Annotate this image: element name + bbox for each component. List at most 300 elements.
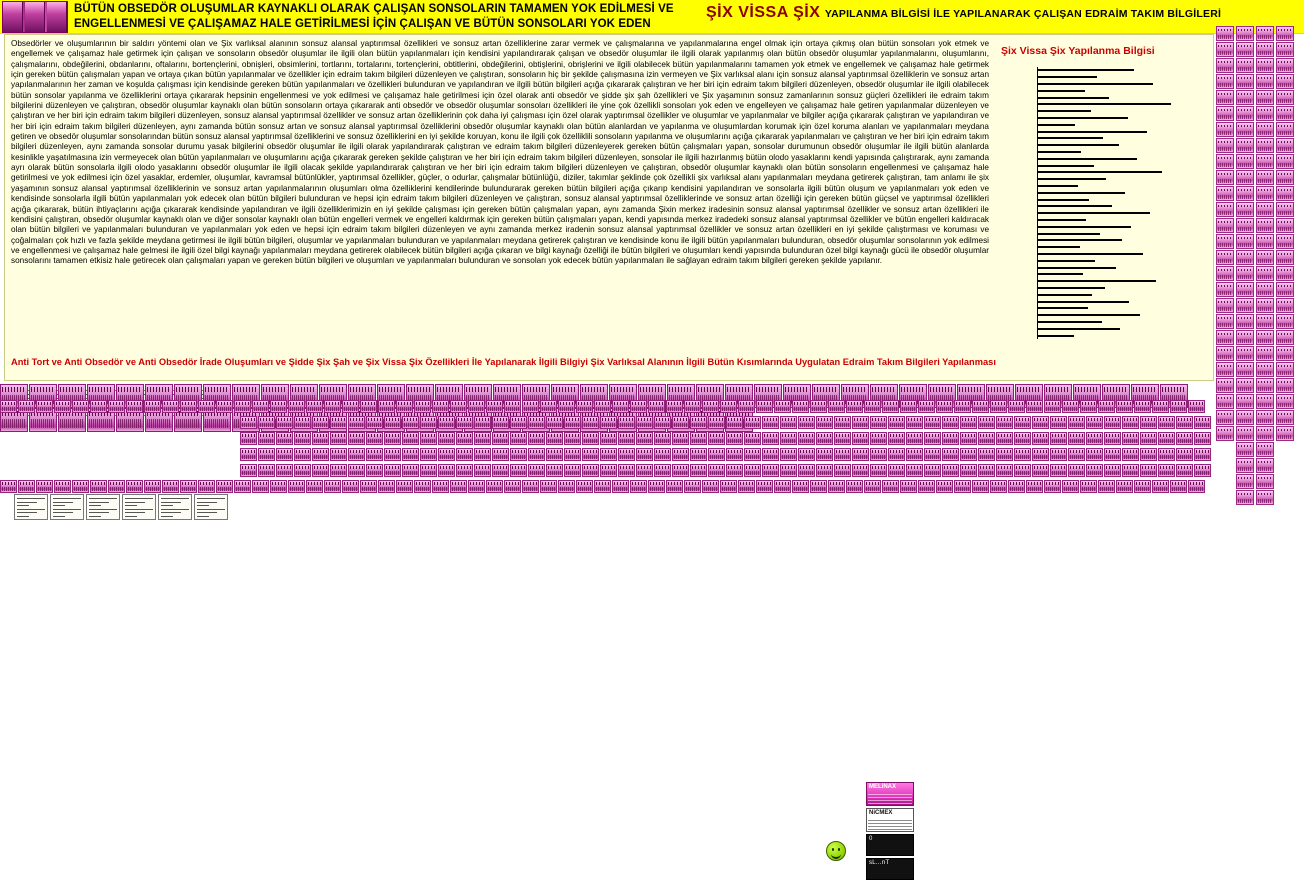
tile-item[interactable]: [1086, 416, 1103, 429]
tile-item[interactable]: [366, 432, 383, 445]
tile-item[interactable]: [684, 400, 701, 413]
tile-item[interactable]: [720, 480, 737, 493]
tile-item[interactable]: [72, 400, 89, 413]
tile-item[interactable]: [1276, 330, 1294, 345]
tile-item[interactable]: [1276, 378, 1294, 393]
tile-item[interactable]: [810, 400, 827, 413]
tile-item[interactable]: [1256, 186, 1274, 201]
tile-item[interactable]: [654, 432, 671, 445]
tile-item[interactable]: [276, 416, 293, 429]
tile-item[interactable]: [1276, 426, 1294, 441]
tile-item[interactable]: [522, 480, 539, 493]
tile-item[interactable]: [420, 464, 437, 477]
tile-item[interactable]: [1276, 250, 1294, 265]
tile-item[interactable]: [0, 480, 17, 493]
tile-item[interactable]: [816, 416, 833, 429]
tile-item[interactable]: [234, 400, 251, 413]
tile-item[interactable]: [816, 448, 833, 461]
tile-item[interactable]: [438, 464, 455, 477]
tile-item[interactable]: [1216, 250, 1234, 265]
tile-item[interactable]: [1256, 266, 1274, 281]
tile-item[interactable]: [126, 400, 143, 413]
tile-item[interactable]: [180, 400, 197, 413]
tile-item[interactable]: [1256, 138, 1274, 153]
tile-item[interactable]: [1276, 90, 1294, 105]
tile-item[interactable]: [1086, 448, 1103, 461]
tile-item[interactable]: [1194, 448, 1211, 461]
tile-item[interactable]: [1216, 298, 1234, 313]
tile-item[interactable]: [1276, 26, 1294, 41]
tile-item[interactable]: [348, 416, 365, 429]
tile-item[interactable]: [306, 400, 323, 413]
tile-item[interactable]: [864, 480, 881, 493]
tile-item[interactable]: [1050, 432, 1067, 445]
tile-item[interactable]: [432, 480, 449, 493]
tile-item[interactable]: [1116, 480, 1133, 493]
tile-item[interactable]: [1256, 474, 1274, 489]
tile-item[interactable]: [1062, 480, 1079, 493]
tile-item[interactable]: [582, 416, 599, 429]
tile-item[interactable]: [1044, 480, 1061, 493]
tile-item[interactable]: [1044, 400, 1061, 413]
tile-item[interactable]: [438, 448, 455, 461]
tile-item[interactable]: [1236, 282, 1254, 297]
tile-item[interactable]: [180, 480, 197, 493]
tile-item[interactable]: [726, 432, 743, 445]
tile-item[interactable]: [402, 432, 419, 445]
tile-item[interactable]: [1062, 400, 1079, 413]
tile-item[interactable]: [252, 400, 269, 413]
tile-item[interactable]: [654, 416, 671, 429]
tile-item[interactable]: [1276, 42, 1294, 57]
tile-item[interactable]: [780, 432, 797, 445]
tile-item[interactable]: [1256, 122, 1274, 137]
tile-item[interactable]: [546, 464, 563, 477]
tile-item[interactable]: [828, 400, 845, 413]
tile-item[interactable]: [1176, 416, 1193, 429]
tile-item[interactable]: [1080, 480, 1097, 493]
tile-item[interactable]: [1050, 448, 1067, 461]
tile-item[interactable]: [1158, 448, 1175, 461]
tile-item[interactable]: [702, 480, 719, 493]
tile-item[interactable]: [672, 448, 689, 461]
tile-item[interactable]: [852, 448, 869, 461]
tile-item[interactable]: [1256, 394, 1274, 409]
tile-item[interactable]: [432, 400, 449, 413]
tile-item[interactable]: [1276, 154, 1294, 169]
tile-item[interactable]: [1216, 426, 1234, 441]
tile-item[interactable]: [90, 400, 107, 413]
tile-item[interactable]: [1122, 464, 1139, 477]
tile-item[interactable]: [420, 432, 437, 445]
tile-item[interactable]: [1256, 410, 1274, 425]
tile-item[interactable]: [1098, 480, 1115, 493]
tile-item[interactable]: [636, 416, 653, 429]
tile-item[interactable]: [1216, 170, 1234, 185]
document-thumbnail[interactable]: [122, 494, 156, 520]
tile-item[interactable]: [1236, 234, 1254, 249]
tile-item[interactable]: [726, 464, 743, 477]
tile-item[interactable]: [1236, 266, 1254, 281]
tile-item[interactable]: [528, 448, 545, 461]
tile-item[interactable]: [618, 464, 635, 477]
tile-item[interactable]: [312, 448, 329, 461]
tile-item[interactable]: [972, 400, 989, 413]
tile-item[interactable]: [1140, 464, 1157, 477]
tile-item[interactable]: [1276, 138, 1294, 153]
tile-item[interactable]: [1216, 234, 1234, 249]
tile-item[interactable]: [198, 400, 215, 413]
tile-item[interactable]: [564, 432, 581, 445]
tile-item[interactable]: [672, 416, 689, 429]
tile-item[interactable]: [636, 464, 653, 477]
tile-item[interactable]: [1014, 432, 1031, 445]
tile-item[interactable]: [594, 480, 611, 493]
tile-item[interactable]: [486, 400, 503, 413]
tile-item[interactable]: [744, 448, 761, 461]
tile-item[interactable]: [90, 480, 107, 493]
tile-item[interactable]: [1256, 378, 1274, 393]
tile-item[interactable]: [504, 480, 521, 493]
tile-item[interactable]: [690, 416, 707, 429]
document-thumbnail[interactable]: [50, 494, 84, 520]
tile-item[interactable]: [1256, 346, 1274, 361]
tile-item[interactable]: [594, 400, 611, 413]
tile-item[interactable]: [294, 432, 311, 445]
tile-item[interactable]: [1008, 400, 1025, 413]
tile-item[interactable]: [1276, 58, 1294, 73]
tile-item[interactable]: [1176, 432, 1193, 445]
tile-item[interactable]: [702, 400, 719, 413]
tile-item[interactable]: [636, 432, 653, 445]
tile-item[interactable]: [1236, 250, 1254, 265]
tile-item[interactable]: [618, 432, 635, 445]
tile-item[interactable]: [396, 480, 413, 493]
tile-item[interactable]: [240, 448, 257, 461]
tile-item[interactable]: [1068, 432, 1085, 445]
tile-item[interactable]: [342, 480, 359, 493]
tile-item[interactable]: [1216, 202, 1234, 217]
tile-item[interactable]: [1032, 416, 1049, 429]
tile-item[interactable]: [36, 400, 53, 413]
tile-item[interactable]: [1216, 26, 1234, 41]
tile-item[interactable]: [1140, 432, 1157, 445]
tile-item[interactable]: [582, 464, 599, 477]
tile-item[interactable]: [492, 416, 509, 429]
tile-item[interactable]: [774, 400, 791, 413]
tile-item[interactable]: [468, 400, 485, 413]
tile-item[interactable]: [546, 432, 563, 445]
tile-item[interactable]: [924, 416, 941, 429]
tile-item[interactable]: [1256, 42, 1274, 57]
tile-item[interactable]: [1276, 362, 1294, 377]
tile-item[interactable]: [1158, 416, 1175, 429]
tile-item[interactable]: [1276, 410, 1294, 425]
tile-item[interactable]: [1216, 186, 1234, 201]
tile-item[interactable]: [1008, 480, 1025, 493]
tile-item[interactable]: [780, 464, 797, 477]
tile-item[interactable]: [1176, 448, 1193, 461]
tile-item[interactable]: [906, 432, 923, 445]
tile-item[interactable]: [936, 400, 953, 413]
tile-item[interactable]: [942, 464, 959, 477]
tile-item[interactable]: [324, 400, 341, 413]
tile-item[interactable]: [990, 480, 1007, 493]
tile-item[interactable]: [744, 432, 761, 445]
tile-item[interactable]: [384, 448, 401, 461]
tile-item[interactable]: [1158, 464, 1175, 477]
tile-item[interactable]: [900, 400, 917, 413]
tile-item[interactable]: [438, 432, 455, 445]
tile-item[interactable]: [1256, 26, 1274, 41]
nicmex-card[interactable]: [866, 808, 914, 832]
tile-item[interactable]: [888, 464, 905, 477]
tile-item[interactable]: [690, 448, 707, 461]
tile-item[interactable]: [1216, 58, 1234, 73]
tile-item[interactable]: [348, 464, 365, 477]
tile-item[interactable]: [744, 464, 761, 477]
tile-item[interactable]: [792, 480, 809, 493]
tile-item[interactable]: [888, 416, 905, 429]
tile-item[interactable]: [924, 464, 941, 477]
tile-item[interactable]: [798, 464, 815, 477]
tile-item[interactable]: [1236, 58, 1254, 73]
tile-item[interactable]: [996, 416, 1013, 429]
tile-item[interactable]: [312, 464, 329, 477]
tile-item[interactable]: [1014, 448, 1031, 461]
tile-item[interactable]: [0, 400, 17, 413]
tile-item[interactable]: [1216, 314, 1234, 329]
tile-item[interactable]: [1236, 26, 1254, 41]
tile-item[interactable]: [600, 432, 617, 445]
tile-item[interactable]: [1098, 400, 1115, 413]
tile-item[interactable]: [906, 448, 923, 461]
tile-item[interactable]: [492, 464, 509, 477]
tile-item[interactable]: [1256, 426, 1274, 441]
tile-item[interactable]: [888, 448, 905, 461]
tile-item[interactable]: [492, 448, 509, 461]
tile-item[interactable]: [864, 400, 881, 413]
tile-item[interactable]: [1152, 480, 1169, 493]
tile-item[interactable]: [798, 416, 815, 429]
tile-item[interactable]: [54, 480, 71, 493]
tile-item[interactable]: [618, 448, 635, 461]
tile-item[interactable]: [546, 448, 563, 461]
tile-item[interactable]: [510, 416, 527, 429]
tile-item[interactable]: [1216, 122, 1234, 137]
tile-item[interactable]: [162, 400, 179, 413]
tile-item[interactable]: [366, 448, 383, 461]
tile-item[interactable]: [312, 416, 329, 429]
tile-item[interactable]: [330, 432, 347, 445]
tile-item[interactable]: [780, 448, 797, 461]
tile-item[interactable]: [564, 464, 581, 477]
tile-item[interactable]: [288, 480, 305, 493]
tile-item[interactable]: [690, 464, 707, 477]
tile-item[interactable]: [672, 432, 689, 445]
tile-item[interactable]: [762, 416, 779, 429]
tile-item[interactable]: [144, 400, 161, 413]
tile-item[interactable]: [540, 400, 557, 413]
tile-item[interactable]: [936, 480, 953, 493]
tile-item[interactable]: [378, 480, 395, 493]
tile-item[interactable]: [72, 480, 89, 493]
tile-item[interactable]: [960, 432, 977, 445]
tile-item[interactable]: [600, 464, 617, 477]
dark-card-1[interactable]: [866, 834, 914, 856]
tile-item[interactable]: [780, 416, 797, 429]
document-thumbnail[interactable]: [86, 494, 120, 520]
tile-item[interactable]: [996, 448, 1013, 461]
tile-item[interactable]: [1236, 490, 1254, 505]
tile-item[interactable]: [1170, 480, 1187, 493]
tile-item[interactable]: [546, 416, 563, 429]
tile-item[interactable]: [414, 400, 431, 413]
tile-item[interactable]: [1236, 138, 1254, 153]
tile-item[interactable]: [654, 464, 671, 477]
tile-item[interactable]: [1236, 378, 1254, 393]
tile-item[interactable]: [1256, 314, 1274, 329]
tile-item[interactable]: [834, 464, 851, 477]
tile-item[interactable]: [402, 416, 419, 429]
tile-item[interactable]: [276, 448, 293, 461]
tile-item[interactable]: [1236, 426, 1254, 441]
tile-item[interactable]: [762, 464, 779, 477]
tile-item[interactable]: [798, 448, 815, 461]
tile-item[interactable]: [654, 448, 671, 461]
tile-item[interactable]: [258, 464, 275, 477]
tile-item[interactable]: [972, 480, 989, 493]
tile-item[interactable]: [726, 416, 743, 429]
tile-item[interactable]: [216, 400, 233, 413]
tile-item[interactable]: [726, 448, 743, 461]
tile-item[interactable]: [474, 432, 491, 445]
tile-item[interactable]: [954, 400, 971, 413]
tile-item[interactable]: [1134, 480, 1151, 493]
tile-item[interactable]: [990, 400, 1007, 413]
tile-item[interactable]: [756, 480, 773, 493]
tile-item[interactable]: [1104, 416, 1121, 429]
tile-item[interactable]: [576, 400, 593, 413]
tile-item[interactable]: [324, 480, 341, 493]
tile-item[interactable]: [942, 432, 959, 445]
tile-item[interactable]: [420, 448, 437, 461]
tile-item[interactable]: [510, 464, 527, 477]
tile-item[interactable]: [900, 480, 917, 493]
tile-item[interactable]: [108, 480, 125, 493]
tile-item[interactable]: [198, 480, 215, 493]
tile-item[interactable]: [1276, 282, 1294, 297]
tile-item[interactable]: [1026, 480, 1043, 493]
tile-item[interactable]: [1236, 202, 1254, 217]
tile-item[interactable]: [1276, 218, 1294, 233]
tile-item[interactable]: [774, 480, 791, 493]
tile-item[interactable]: [474, 448, 491, 461]
tile-item[interactable]: [1068, 448, 1085, 461]
tile-item[interactable]: [384, 464, 401, 477]
tile-item[interactable]: [1276, 106, 1294, 121]
tile-item[interactable]: [1256, 442, 1274, 457]
tile-item[interactable]: [1256, 282, 1274, 297]
tile-item[interactable]: [960, 464, 977, 477]
tile-item[interactable]: [1032, 464, 1049, 477]
tile-item[interactable]: [510, 432, 527, 445]
tile-item[interactable]: [708, 464, 725, 477]
tile-item[interactable]: [1256, 250, 1274, 265]
tile-item[interactable]: [1216, 74, 1234, 89]
tile-item[interactable]: [954, 480, 971, 493]
tile-item[interactable]: [924, 448, 941, 461]
tile-item[interactable]: [834, 432, 851, 445]
tile-item[interactable]: [1256, 58, 1274, 73]
tile-item[interactable]: [276, 432, 293, 445]
tile-item[interactable]: [1032, 432, 1049, 445]
tile-item[interactable]: [240, 416, 257, 429]
tile-item[interactable]: [18, 480, 35, 493]
tile-item[interactable]: [1176, 464, 1193, 477]
tile-item[interactable]: [1236, 394, 1254, 409]
tile-item[interactable]: [684, 480, 701, 493]
tile-item[interactable]: [528, 432, 545, 445]
tile-item[interactable]: [1236, 298, 1254, 313]
tile-item[interactable]: [960, 448, 977, 461]
tile-item[interactable]: [1014, 416, 1031, 429]
tile-item[interactable]: [54, 400, 71, 413]
tile-item[interactable]: [384, 416, 401, 429]
tile-item[interactable]: [1216, 42, 1234, 57]
tile-item[interactable]: [1256, 234, 1274, 249]
tile-item[interactable]: [1276, 394, 1294, 409]
tile-item[interactable]: [474, 464, 491, 477]
tile-item[interactable]: [1194, 464, 1211, 477]
tile-item[interactable]: [1256, 74, 1274, 89]
tile-item[interactable]: [738, 400, 755, 413]
tile-item[interactable]: [492, 432, 509, 445]
tile-item[interactable]: [252, 480, 269, 493]
tile-item[interactable]: [582, 448, 599, 461]
tile-item[interactable]: [612, 400, 629, 413]
tile-item[interactable]: [438, 416, 455, 429]
tile-item[interactable]: [630, 480, 647, 493]
tile-item[interactable]: [270, 480, 287, 493]
tile-item[interactable]: [834, 448, 851, 461]
tile-item[interactable]: [306, 480, 323, 493]
tile-item[interactable]: [1122, 432, 1139, 445]
tile-item[interactable]: [1068, 416, 1085, 429]
tile-item[interactable]: [978, 464, 995, 477]
tile-item[interactable]: [276, 464, 293, 477]
tile-item[interactable]: [1256, 330, 1274, 345]
tile-item[interactable]: [1256, 362, 1274, 377]
tile-item[interactable]: [330, 464, 347, 477]
tile-item[interactable]: [348, 448, 365, 461]
tile-item[interactable]: [1014, 464, 1031, 477]
tile-item[interactable]: [846, 480, 863, 493]
tile-item[interactable]: [666, 480, 683, 493]
tile-item[interactable]: [288, 400, 305, 413]
tile-item[interactable]: [402, 448, 419, 461]
tile-item[interactable]: [744, 416, 761, 429]
tile-item[interactable]: [600, 416, 617, 429]
tile-item[interactable]: [852, 432, 869, 445]
tile-item[interactable]: [1236, 458, 1254, 473]
dark-card-2[interactable]: [866, 858, 914, 880]
tile-item[interactable]: [1236, 346, 1254, 361]
tile-item[interactable]: [828, 480, 845, 493]
tile-item[interactable]: [1104, 432, 1121, 445]
tile-item[interactable]: [870, 416, 887, 429]
tile-item[interactable]: [294, 464, 311, 477]
